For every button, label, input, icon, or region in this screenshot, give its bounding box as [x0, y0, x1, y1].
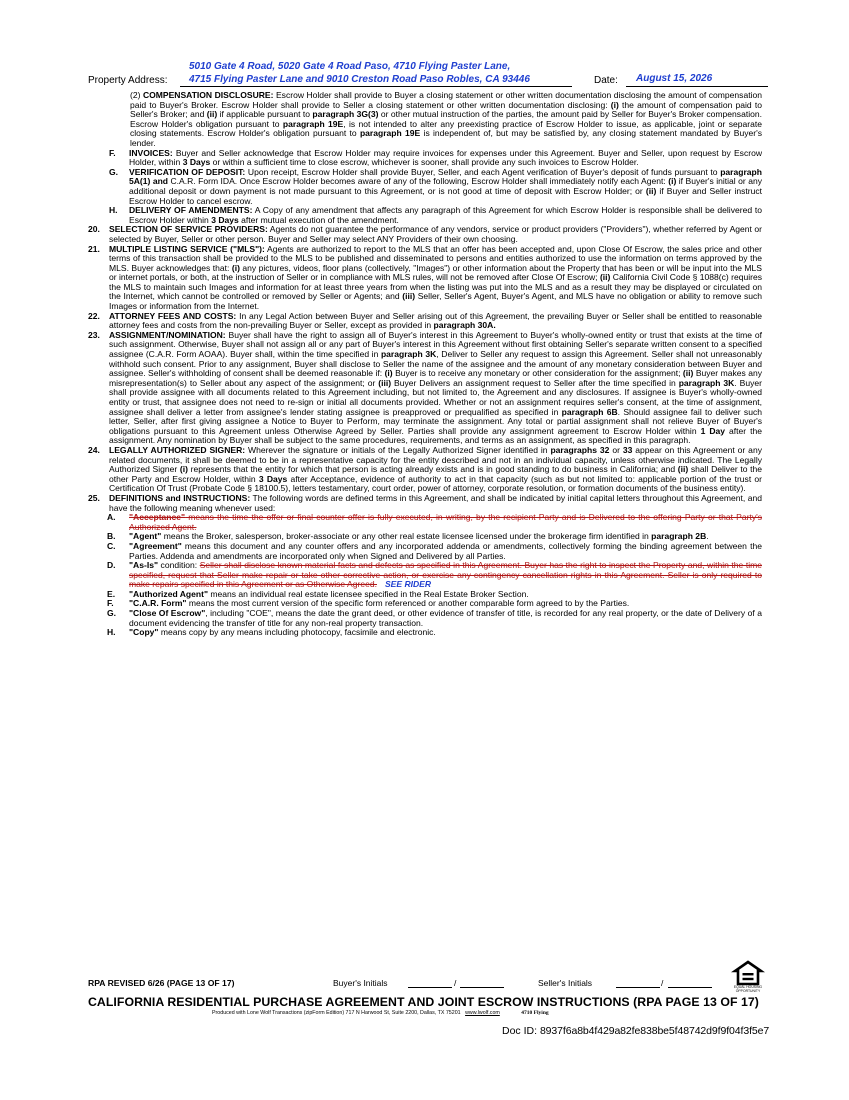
paragraph-24	[88, 446, 762, 494]
paragraph-number: B.	[107, 531, 116, 542]
paragraph-number: H.	[107, 627, 116, 638]
paragraph-19e2	[88, 91, 762, 149]
bold-term: (ii)	[677, 464, 689, 475]
bold-term: paragraph 19E	[282, 118, 344, 129]
bold-term: INVOICES:	[129, 147, 173, 158]
definition-d	[88, 561, 762, 590]
bold-term: paragraph 3K	[380, 349, 437, 360]
paragraph-number: H.	[109, 205, 118, 216]
paragraph-number: D.	[107, 560, 116, 571]
paragraph-text: "Authorized Agent" means an individual real estate licensee specified in the Real Estate Broker Section.	[129, 588, 529, 599]
paragraph-text: LEGALLY AUTHORIZED SIGNER: Wherever the signature or initials of the Legally Authorized Signer identified in paragraphs 32 or 33 appear on this Agreement or any related documents, it shall be deemed to be in a representative capacity for the entity described and not in an individual capacity, unless otherwise indicated. The Legally Authorized Signer (i) represents that the entity for which that person is acting already exists and is in good standing to do business in California; and (ii) shall Deliver to the other Party and Escrow Holder, within 3 Days after Acceptance, evidence of authority to act in that capacity (such as but not limited to: applicable portion of the trust or Certification Of Trust (Probate Code § 18100.5), letters testamentary, court order, power of attorney, corporate resolution, or formation documents of the business entity).	[109, 444, 762, 494]
equal-housing-icon	[731, 960, 765, 986]
paragraph-number: 22.	[88, 310, 100, 321]
paragraph-number: C.	[107, 540, 116, 551]
bold-term: paragraphs 32	[550, 444, 610, 455]
address-underline	[180, 86, 572, 87]
bold-term: ASSIGNMENT/NOMINATION:	[109, 329, 226, 340]
paragraph-number: 24.	[88, 444, 100, 455]
form-revision: RPA REVISED 6/26 (PAGE 13 OF 17)	[88, 978, 235, 988]
paragraph-text: "Copy" means copy by any means including photocopy, facsimile and electronic.	[129, 627, 436, 638]
rider-note: SEE RIDER	[384, 579, 432, 590]
bold-term: MULTIPLE LISTING SERVICE ("MLS"):	[109, 243, 265, 254]
paragraph-text: VERIFICATION OF DEPOSIT: Upon receipt, Escrow Holder shall provide Buyer, Seller, and each Agent verification of Buyer's deposit of funds pursuant to paragraph 5A(1) and C.A.R. Form IDA. Once Escrow Holder becomes aware of any of the following, Escrow Holder shall immediately notify each Agent: (i) if Buyer's initial or any additional deposit or down payment is not made pursuant to this Agreement, or is not good at time of deposit with Escrow Holder; or (ii) if Buyer and Seller instruct Escrow Holder to cancel escrow.	[129, 166, 762, 206]
paragraph-text	[129, 513, 762, 532]
bold-term: (i)	[610, 99, 619, 110]
paragraph-number: E.	[107, 588, 116, 599]
bold-term: (i)	[668, 176, 677, 187]
equal-housing-logo	[731, 960, 765, 992]
bold-term: 1 Day	[700, 425, 726, 436]
paragraph-text: MULTIPLE LISTING SERVICE ("MLS"): Agents are authorized to report to the MLS that an offer has been accepted and, upon Close Of Escrow, the sales price and other terms of this transaction shall be provided to the MLS to be published and disseminated to persons and entities authorized to use the information on terms approved by the MLS. Buyer acknowledges that: (i) any pictures, videos, floor plans (collectively, "Images") or other information about the Property that has been or will be input into the MLS or internet portals, or both, at the instruction of Seller or in compliance with MLS rules, will not be removed after Close Of Escrow; (ii) California Civil Code § 1088(c) requires the MLS to maintain such Images and information for at least three years from when the listing was put into the MLS and as a result they may be displayed or circulated on the Internet, which cannot be controlled or removed by Seller or Agents; and (iii) Seller, Seller's Agent, Buyer's Agent, and MLS have no obligation or ability to remove such Images or information from the Internet.	[109, 243, 763, 312]
buyer-initials-field-1[interactable]	[408, 987, 452, 988]
paragraph-number: G.	[107, 608, 117, 619]
bold-term: (i)	[231, 262, 240, 273]
equal-housing-caption: EQUAL HOUSING OPPORTUNITY	[733, 985, 763, 993]
date-label: Date:	[594, 75, 618, 86]
form-title: CALIFORNIA RESIDENTIAL PURCHASE AGREEMENT AND JOINT ESCROW INSTRUCTIONS (RPA PAGE 13 OF 17)	[88, 995, 759, 1009]
bold-term: (i)	[384, 368, 393, 379]
definition-g	[88, 609, 762, 628]
doc-id-label: Doc ID:	[502, 1025, 538, 1037]
seller-initials-field-1[interactable]	[616, 987, 660, 988]
paragraph-20	[88, 225, 762, 244]
paragraph-number: A.	[107, 512, 116, 523]
bold-term: paragraph 5A(1) and	[129, 166, 762, 187]
bold-term: "Authorized Agent"	[129, 588, 209, 599]
paragraph-number: F.	[109, 147, 116, 158]
bold-term: paragraph 3K	[678, 377, 735, 388]
paragraph-23	[88, 331, 762, 446]
property-address-line2: 4715 Flying Paster Lane and 9010 Creston Road Paso Robles, CA 93446	[189, 74, 530, 85]
bold-term: DELIVERY OF AMENDMENTS:	[129, 205, 253, 216]
bold-term: paragraph 19E	[359, 128, 421, 139]
website-link[interactable]: www.lwolf.com	[465, 1010, 500, 1016]
bold-term: (ii)	[682, 368, 694, 379]
paragraph-22	[88, 312, 762, 331]
paragraph-number: 20.	[88, 224, 100, 235]
paragraph-text: DEFINITIONS and INSTRUCTIONS: The following words are defined terms in this Agreement, and shall be indicated by initial capital letters throughout this Agreement, and have the following meaning whenever used:	[109, 492, 762, 513]
struck-term: "Acceptance"	[129, 512, 186, 523]
bold-term: "Agent"	[129, 531, 162, 542]
struck-text: means the time the offer or final counter offer is fully executed, in writing, by the recipient Party and is Delivered to the offering Party or that Party's Authorized Agent.	[129, 512, 762, 532]
bold-term: SELECTION OF SERVICE PROVIDERS:	[109, 224, 268, 235]
date-value: August 15, 2026	[636, 73, 713, 84]
paragraph-19f	[88, 149, 762, 168]
bold-term: 3 Days	[182, 157, 211, 168]
bold-term: (iii)	[378, 377, 392, 388]
produced-by-text: Produced with Lone Wolf Transactions (zipForm Edition) 717 N Harwood St, Suite 2200, Dallas, TX 75201	[212, 1010, 461, 1016]
file-name: 4710 Flying	[521, 1010, 549, 1016]
bold-term: paragraph 3G(3)	[312, 109, 379, 120]
paragraph-19g	[88, 168, 762, 206]
bold-term: 3 Days	[211, 214, 239, 225]
property-header	[88, 60, 768, 90]
bold-term: DEFINITIONS and INSTRUCTIONS:	[109, 492, 251, 503]
doc-id	[502, 1025, 769, 1037]
paragraph-text: (2) COMPENSATION DISCLOSURE: Escrow Holder shall provide to Buyer a closing statement or other written documentation disclosing the amount of compensation paid to Buyer's Broker. Escrow Holder shall provide to Seller a closing statement or other written documentation disclosing: (i) the amount of compensation paid to Seller's Broker; and (ii) if applicable pursuant to paragraph 3G(3) or other mutual instruction of the parties, the amount paid by Seller for Buyer's Broker compensation. Escrow Holder's obligation pursuant to paragraph 19E, is not intended to alter any preexisting practice of Escrow Holder to issue, as applicable, joint or separate closing statements. Escrow Holder's obligation pursuant to paragraph 19E is independent of, but may be satisfied by, any closing statement mandated by Buyer's lender.	[130, 90, 762, 148]
paragraph-25	[88, 494, 762, 513]
bold-term: (ii)	[645, 185, 657, 196]
bold-term: 33	[622, 444, 633, 455]
bold-term: (ii)	[599, 272, 611, 283]
bold-term: "C.A.R. Form"	[129, 598, 187, 609]
bold-term: 3 Days	[258, 473, 288, 484]
paragraph-text: ASSIGNMENT/NOMINATION: Buyer shall have the right to assign all of Buyer's interest in this Agreement to Buyer's wholly-owned entity or trust that exists at the time of such assignment. Otherwise, Buyer shall not assign all or any part of Buyer's interest in this Agreement without first obtaining Seller's separate written consent to a specified assignee (C.A.R. Form AOAA). Buyer shall, within the time specified in paragraph 3K, Deliver to Seller any request to assign this Agreement. Seller shall not unreasonably withhold such consent. Prior to any assignment, Buyer shall disclose to Seller the name of the assignee and the amount of any monetary consideration between Buyer and assignee. Seller's withholding of consent shall be deemed reasonable if: (i) Buyer is to receive any monetary or other consideration for the assignment; (ii) Buyer makes any misrepresentation(s) to Seller about any aspect of the assignment; or (iii) Buyer Delivers an assignment request to Seller after the time specified in paragraph 3K. Buyer shall provide assignee with all documents related to this Agreement including, but not limited to, the Agreement and any disclosures. If assignee is Buyer's wholly-owned entity or trust, that assignee does not need to re-sign or initial all documents provided. Whether or not an assignment requires seller's consent, at the time of assignment, assignee shall deliver a letter from assignee's lender stating assignee is preapproved or prequalified as specified in paragraph 6B. Should assignee fail to deliver such letter, Seller, after first giving assignee a Notice to Buyer to Perform, may terminate the assignment. Any total or partial assignment shall not relieve Buyer of Buyer's obligations pursuant to this Agreement unless Otherwise Agreed by Seller. Parties shall provide any assignment agreement to Escrow Holder within 1 Day after the assignment. Any nomination by Buyer shall be subject to the same procedures, requirements, and terms as an assignment, as specified in this paragraph.	[109, 329, 763, 446]
paragraph-text: "C.A.R. Form" means the most current version of the specific form referenced or another comparable form agreed to by the Parties.	[129, 598, 630, 609]
paragraph-text: SELECTION OF SERVICE PROVIDERS: Agents do not guarantee the performance of any vendors, service or product providers ("Providers"), whether referred by Agent or selected by Buyer, Seller or other person. Buyer and Seller may select ANY Providers of their own choosing.	[109, 224, 762, 244]
bold-term: VERIFICATION OF DEPOSIT:	[129, 166, 246, 177]
paragraph-21	[88, 245, 762, 312]
definition-a	[88, 513, 762, 532]
bold-term: paragraph 30A.	[433, 320, 496, 331]
paragraph-text: "Close Of Escrow", including "COE", means the date the grant deed, or other evidence of transfer of title, is recorded for any real property, or the date of Delivery of a document evidencing the transfer of title for any non-real property transaction.	[129, 608, 762, 628]
struck-text: Seller shall disclose known material facts and defects as specified in this Agreement. Buyer has the right to inspect the Property and, within the time specified, request that Seller make repair or take other corrective action, or exercise any contingency cancellation rights in this Agreement. Seller is only required to make repairs specified in this Agreement or as Otherwise Agreed.	[129, 560, 762, 590]
paragraph-text: ATTORNEY FEES AND COSTS: In any Legal Action between Buyer and Seller arising out of this Agreement, the prevailing Buyer or Seller shall be entitled to reasonable attorney fees and costs from the non-prevailing Buyer or Seller, except as provided in paragraph 30A.	[109, 310, 763, 331]
bold-term: COMPENSATION DISCLOSURE:	[142, 90, 274, 100]
bold-term: "Agreement"	[129, 540, 182, 551]
paragraph-text: "Agreement" means this document and any counter offers and any incorporated addenda or amendments, collectively forming the binding agreement between the Parties. Addenda and amendments are incorporated only when Signed and Delivered by all Parties.	[129, 540, 762, 561]
bold-term: paragraph 2B	[651, 531, 707, 542]
bold-term: ATTORNEY FEES AND COSTS:	[109, 310, 237, 321]
paragraph-text: "Agent" means the Broker, salesperson, broker-associate or any other real estate licensee licensed under the brokerage firm identified in paragraph 2B.	[129, 531, 709, 542]
initials-separator: /	[661, 978, 664, 988]
paragraph-number: 25.	[88, 492, 100, 503]
doc-id-value: 8937f6a8b4f429a82fe838be5f48742d9f9f04f3f5e7	[539, 1025, 770, 1037]
buyers-initials-label: Buyer's Initials	[333, 978, 388, 988]
paragraph-19h	[88, 206, 762, 225]
bold-term: "Close Of Escrow"	[129, 608, 206, 619]
agreement-body	[88, 91, 762, 638]
paragraph-number: G.	[109, 166, 119, 177]
paragraph-text: "As-Is" condition: Seller shall disclose known material facts and defects as specified in this Agreement. Buyer has the right to inspect the Property and, within the time specified, request that Seller make repair or take other corrective action, or exercise any contingency cancellation rights in this Agreement. Seller is only required to make repairs specified in this Agreement or as Otherwise Agreed. SEE RIDER	[129, 560, 762, 590]
paragraph-number: 21.	[88, 243, 100, 254]
definition-h	[88, 628, 762, 638]
bold-term: "Copy"	[129, 627, 159, 638]
definition-c	[88, 542, 762, 561]
property-address-label: Property Address:	[88, 75, 168, 86]
initials-row	[88, 974, 768, 990]
paragraph-number: 23.	[88, 329, 100, 340]
sellers-initials-label: Seller's Initials	[538, 978, 593, 988]
seller-initials-field-2[interactable]	[668, 987, 712, 988]
bold-term: "As-Is"	[129, 560, 159, 571]
property-address-line1: 5010 Gate 4 Road, 5020 Gate 4 Road Paso, 4710 Flying Paster Lane,	[189, 61, 511, 72]
paragraph-text: DELIVERY OF AMENDMENTS: A Copy of any amendment that affects any paragraph of this Agreement for which Escrow Holder is responsible shall be delivered to Escrow Holder within 3 Days after mutual execution of the amendment.	[129, 205, 762, 225]
bold-term: (iii)	[402, 291, 416, 302]
bold-term: (ii)	[206, 109, 218, 120]
paragraph-text: INVOICES: Buyer and Seller acknowledge that Escrow Holder may require invoices for expenses under this Agreement. Buyer and Seller, upon request by Escrow Holder, within 3 Days or within a sufficient time to close escrow, whichever is sooner, shall provide any such invoices to Escrow Holder.	[129, 147, 762, 168]
date-underline	[626, 86, 768, 87]
bold-term: LEGALLY AUTHORIZED SIGNER:	[109, 444, 246, 455]
paragraph-number: F.	[107, 598, 114, 609]
buyer-initials-field-2[interactable]	[460, 987, 504, 988]
bold-term: paragraph 6B	[561, 406, 618, 417]
initials-separator: /	[454, 978, 457, 988]
produced-by-line	[212, 1010, 549, 1016]
bold-term: (i)	[179, 464, 188, 475]
